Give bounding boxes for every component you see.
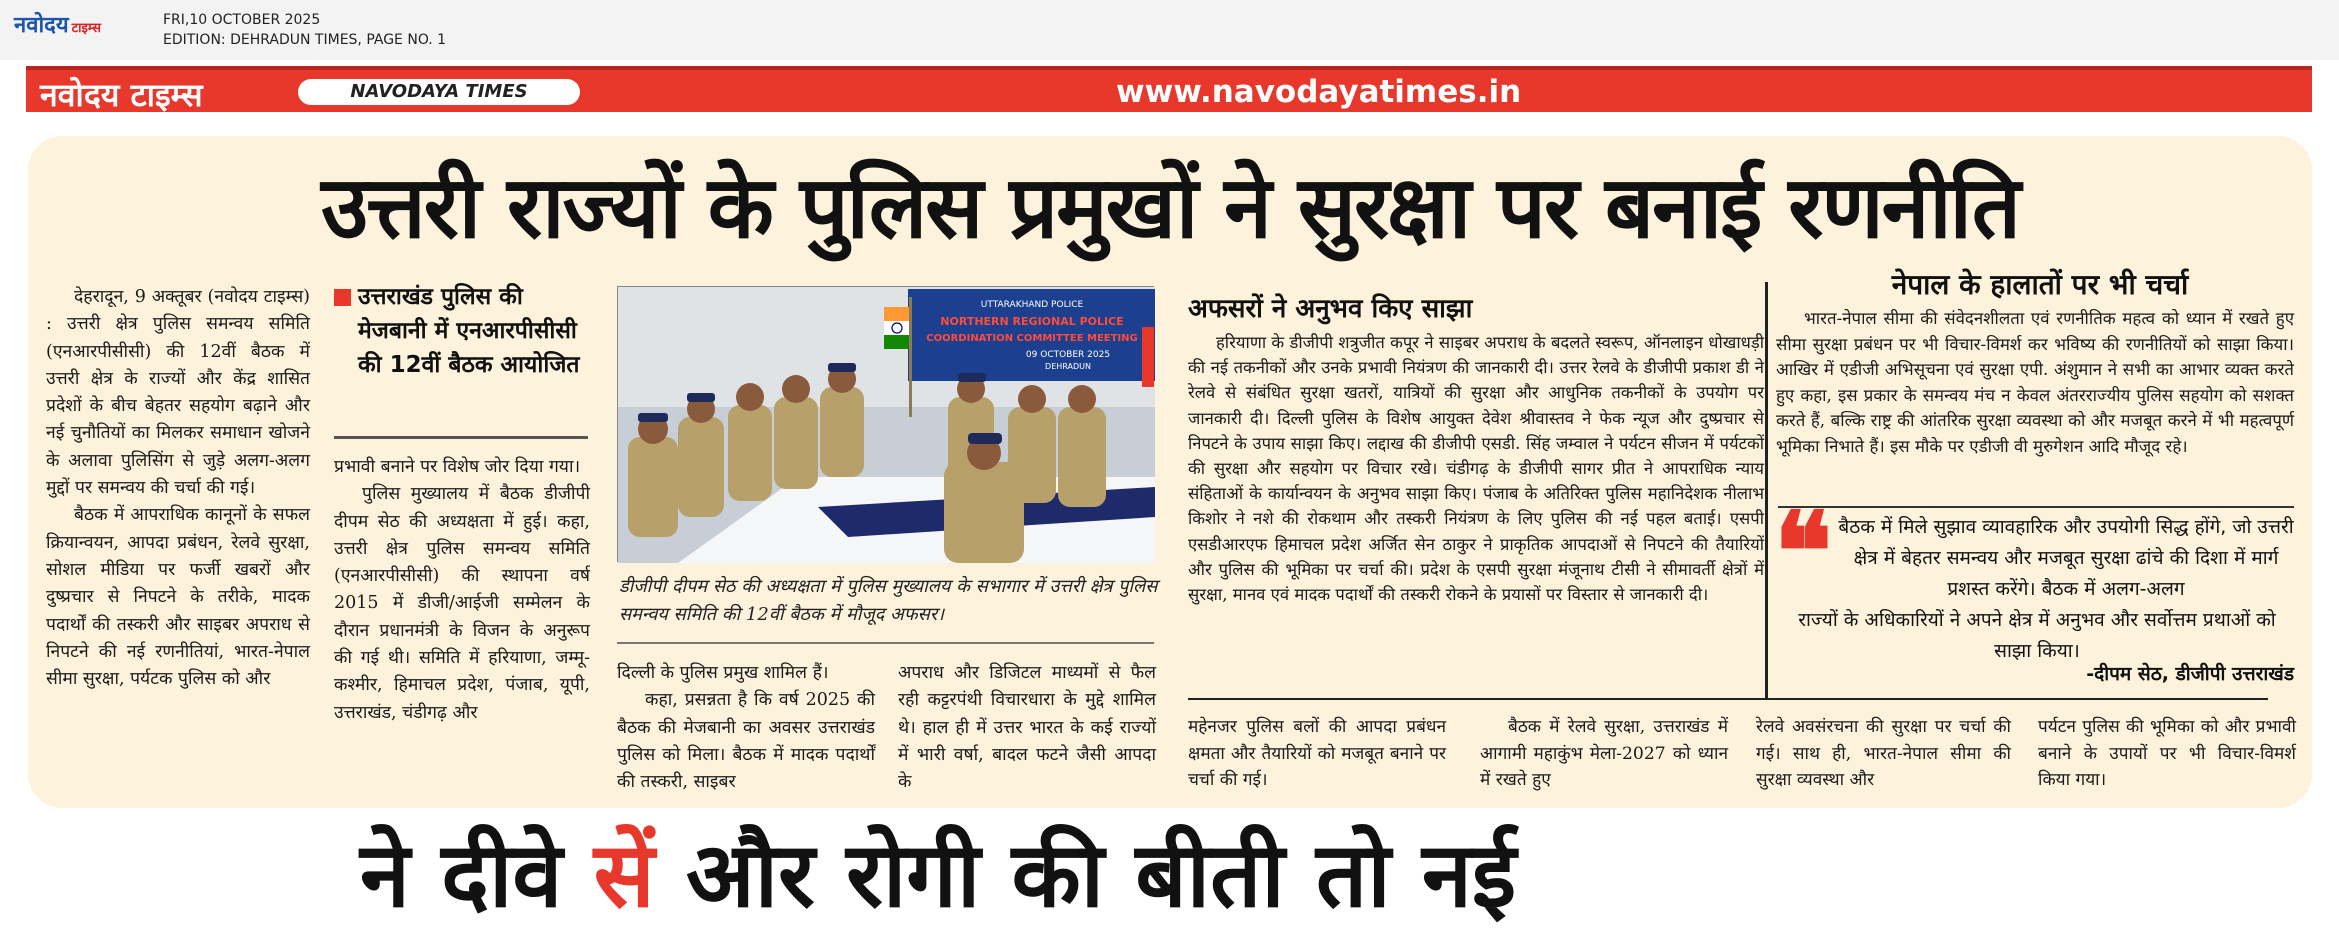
body-paragraph: भारत-नेपाल सीमा की संवेदनशीलता एवं रणनीतिक महत्व को ध्यान में रखते हुए सीमा सुरक्षा प्रबंधन पर भी विचार-विमर्श कर भविष्य की रणनीतियों को साझा किया। आखिर में एडीजी अभिसूचना एवं सुरक्षा एपी. अंशुमान ने सभी का आभार व्यक्त करते हुए कहा, इस प्रकार के समन्वय मंच न केवल अंतरराज्यीय पुलिस सहयोग को सशक्त करते हैं, बल्कि राष्ट्र की आंतरिक सुरक्षा व्यवस्था को और मजबूत करने में भी महत्वपूर्ण भूमिका निभाते हैं। इस मौके पर एडीजी वी मुरुगेशन आदि मौजूद रहे।	[1776, 308, 2294, 456]
photo-caption: डीजीपी दीपम सेठ की अध्यक्षता में पुलिस मुख्यालय के सभागार में उत्तरी क्षेत्र पुलिस समन्वय समिति की 12वीं बैठक में मौजूद अफसर।	[619, 576, 1158, 625]
site-logo-text: नवोदय	[14, 13, 69, 38]
next-headline-part: और रोगी की बीती तो नई	[685, 823, 1517, 928]
body-paragraph: पुलिस मुख्यालय में बैठक डीजीपी दीपम सेठ की अध्यक्षता में हुई। कहा, उत्तरी क्षेत्र पुलिस समन्वय समिति (एनआरपीसीसी) की स्थापना वर्ष 2015 में डीजी/आईजी सम्मेलन के दौरान प्रधानमंत्री के विजन के अनुरूप की गई थी। समिति में हरियाणा, जम्मू-कश्मीर, हिमाचल प्रदेश, पंजाब, यूपी, उत्तराखंड, चंडीगढ़ और	[334, 484, 590, 723]
bottom-column-4: पर्यटन पुलिस की भूमिका को और प्रभावी बनाने के उपायों पर भी विचार-विमर्श किया गया।	[2038, 717, 2296, 790]
article-column-3a	[617, 660, 875, 804]
article-column-4	[1188, 330, 1764, 696]
section-heading-nepal: नेपाल के हालातों पर भी चर्चा	[1891, 268, 2189, 301]
pull-quote-continued: राज्यों के अधिकारियों ने अपने क्षेत्र में अनुभव और सर्वोत्तम प्रथाओं को साझा किया।	[1798, 609, 2276, 662]
divider	[334, 436, 588, 439]
banner-date: 09 OCTOBER 2025	[1025, 350, 1111, 360]
body-paragraph: बैठक में आपराधिक कानूनों के सफल क्रियान्वयन, आपदा प्रबंधन, रेलवे सुरक्षा, सोशल मीडिया पर फर्जी खबरों और दुष्प्रचार से निपटने के तरीके, मादक पदार्थों की तस्करी और साइबर अपराध से निपटने की नई रणनीतियां, भारत-नेपाल सीमा सुरक्षा, पर्यटक पुलिस को और	[46, 505, 310, 690]
subhead-box	[334, 280, 588, 382]
banner-text-3: COORDINATION COMMITTEE MEETING	[926, 333, 1138, 344]
article-column-1	[46, 284, 310, 802]
meeting-photo-illustration	[618, 287, 1155, 563]
bottom-column-2: बैठक में रेलवे सुरक्षा, उत्तराखंड में आगामी महाकुंभ मेला-2027 को ध्यान में रखते हुए	[1480, 717, 1728, 790]
article-column-5	[1776, 306, 2294, 502]
divider	[1778, 506, 2294, 508]
meeting-photo[interactable]	[617, 286, 1154, 562]
square-bullet-icon	[334, 289, 351, 306]
edition-page: EDITION: DEHRADUN TIMES, PAGE NO. 1	[163, 32, 447, 48]
next-headline-part: ने दीवे	[360, 823, 563, 928]
section-heading-officers: अफसरों ने अनुभव किए साझा	[1188, 294, 1473, 324]
divider	[617, 642, 1154, 644]
next-article-headline	[360, 823, 1517, 928]
body-paragraph: दिल्ली के पुलिस प्रमुख शामिल हैं।	[617, 663, 829, 683]
article-headline: उत्तरी राज्यों के पुलिस प्रमुखों ने सुरक्षा पर बनाई रणनीति	[321, 158, 2019, 258]
next-headline-accent: सें	[593, 823, 655, 928]
banner-text-1: UTTARAKHAND POLICE	[980, 300, 1084, 310]
edition-date: FRI,10 OCTOBER 2025	[163, 12, 321, 28]
site-logo-suffix: टाइम्स	[71, 21, 101, 36]
site-logo[interactable]	[14, 9, 101, 39]
dateline-paragraph: देहरादून, 9 अक्तूबर (नवोदय टाइम्स) : उत्तरी क्षेत्र पुलिस समन्वय समिति (एनआरपीसीसी) की 12वीं बैठक में उत्तरी क्षेत्र के राज्यों और केंद्र शासित प्रदेशों के बीच बेहतर सहयोग बढ़ाने और नई चुनौतियों का मिलकर समाधान खोजने के अलावा पुलिसिंग से जुड़े अलग-अलग मुद्दों पर समन्वय की चर्चा की गई।	[46, 287, 310, 499]
body-paragraph: अपराध और डिजिटल माध्यमों से फैल रही कट्टरपंथी विचारधारा के मुद्दे शामिल थे। हाल ही में उत्तर भारत के कई राज्यों में भारी वर्षा, बादल फटने जैसी आपदा के	[898, 663, 1156, 793]
vertical-divider	[1765, 282, 1768, 700]
masthead-logo: नवोदय टाइम्स	[40, 76, 203, 114]
quote-author: -दीपम सेठ, डीजीपी उत्तराखंड	[2086, 663, 2294, 685]
quote-mark-icon: ❝	[1774, 489, 1833, 615]
banner-place: DEHRADUN	[1045, 362, 1091, 371]
divider	[1188, 698, 2268, 700]
newspaper-masthead	[26, 66, 2312, 112]
edition-info	[163, 10, 446, 50]
body-paragraph: प्रभावी बनाने पर विशेष जोर दिया गया।	[334, 457, 581, 477]
masthead-english-name: NAVODAYA TIMES	[298, 79, 580, 105]
body-paragraph: हरियाणा के डीजीपी शत्रुजीत कपूर ने साइबर अपराध के बदलते स्वरूप, ऑनलाइन धोखाधड़ी की नई तकनीकों और उनके प्रभावी नियंत्रण की जानकारी दी। उत्तर रेलवे के डीजीपी प्रकाश डी ने रेलवे से संबंधित सुरक्षा खतरों, यात्रियों की सुरक्षा और आधुनिक तकनीकों के उपयोग पर जानकारी दी। दिल्ली पुलिस के विशेष आयुक्त देवेश श्रीवास्तव ने फेक न्यूज और दुष्प्रचार से निपटने के उपाय साझा किए। लद्दाख की डीजीपी एसडी. सिंह जम्वाल ने पर्यटन सीजन में पर्यटकों की सुरक्षा और सहयोग पर विचार रखे। चंडीगढ़ के डीजीपी सागर प्रीत ने आपराधिक न्याय संहिताओं के कार्यान्वयन के अनुभव साझा किए। पंजाब के अतिरिक्त पुलिस महानिदेशक नीलाभ किशोर ने नशे की रोकथाम और तस्करी नियंत्रण के लिए पुलिस की नई पहल बताई। एसपी एसडीआरएफ हिमाचल प्रदेश अर्जित सेन ठाकुर ने प्राकृतिक आपदाओं से निपटने की तैयारियों और पुलिस की भूमिका पर चर्चा की। प्रदेश के एसपी सुरक्षा मंजूनाथ टीसी ने सीमावर्ती क्षेत्रों में सुरक्षा, मानव एवं मादक पदार्थों की तस्करी रोकने के प्रयासों पर विस्तार से जानकारी दी।	[1188, 333, 1764, 605]
article-column-2	[334, 454, 590, 804]
masthead-url: www.navodayatimes.in	[1116, 74, 1522, 110]
subhead: उत्तराखंड पुलिस की मेजबानी में एनआरपीसीसी की 12वीं बैठक आयोजित	[358, 284, 580, 378]
article-column-3b	[898, 660, 1156, 804]
body-paragraph: कहा, प्रसन्नता है कि वर्ष 2025 की बैठक की मेजबानी का अवसर उत्तराखंड पुलिस को मिला। बैठक में मादक पदार्थों की तस्करी, साइबर	[617, 690, 875, 793]
viewer-header	[0, 0, 2339, 60]
bottom-column-3: रेलवे अवसंरचना की सुरक्षा पर चर्चा की गई। साथ ही, भारत-नेपाल सीमा की सुरक्षा व्यवस्था और	[1756, 717, 2011, 790]
banner-text-2: NORTHERN REGIONAL POLICE	[940, 315, 1124, 328]
bottom-column-1: महेनजर पुलिस बलों की आपदा प्रबंधन क्षमता और तैयारियों को मजबूत बनाने पर चर्चा की गई।	[1188, 717, 1446, 790]
pull-quote: बैठक में मिले सुझाव व्यावहारिक और उपयोगी सिद्ध होंगे, जो उत्तरी क्षेत्र में बेहतर समन्वय और मजबूत सुरक्षा ढांचे की दिशा में मार्ग प्रशस्त करेंगे। बैठक में अलग-अलग	[1838, 516, 2294, 600]
